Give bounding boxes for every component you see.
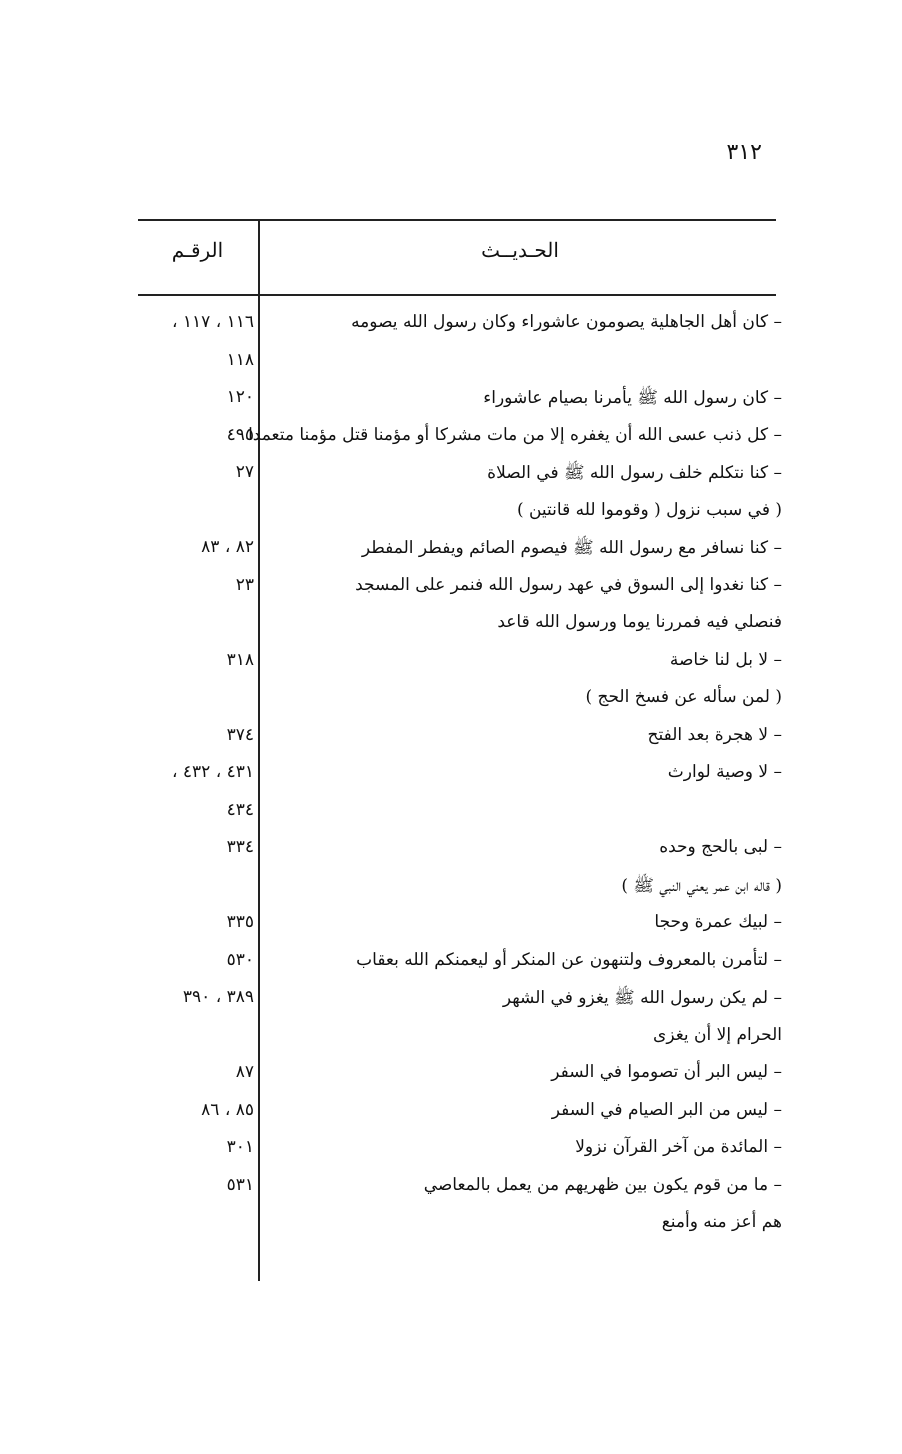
- page-number: ٣١٢: [726, 140, 762, 165]
- table-row: [0, 421, 902, 459]
- reference-number: ٨٧: [235, 1062, 254, 1082]
- hadith-text: – ليس من البر الصيام في السفر: [551, 1099, 782, 1120]
- hadith-index-table: [0, 308, 902, 1246]
- table-row: [0, 346, 902, 384]
- table-row: [0, 458, 902, 496]
- hadith-text: فنصلي فيه فمررنا يوما ورسول الله قاعد: [497, 612, 782, 632]
- reference-number: ٤٣١ ، ٤٣٢ ،: [172, 762, 254, 782]
- table-row: [0, 1096, 902, 1134]
- reference-number: ٥٣٠: [226, 949, 254, 970]
- reference-number: ٣٠١: [226, 1137, 254, 1157]
- hadith-text: ( في سبب نزول ( وقوموا لله قانتين ): [516, 499, 782, 520]
- hadith-text: الحرام إلا أن يغزى: [653, 1024, 782, 1045]
- hadith-text: هم أعز منه وأمنع: [661, 1212, 782, 1232]
- reference-number: ٣٧٤: [226, 724, 254, 745]
- hadith-text: ( قاله ابن عمر يعني النبي ﷺ ): [621, 875, 782, 896]
- hadith-text: – لبيك عمرة وحجا: [654, 912, 782, 932]
- reference-number: ٣١٨: [226, 649, 254, 670]
- hadith-text: – لا هجرة بعد الفتح: [647, 724, 782, 745]
- table-row: [0, 796, 902, 834]
- table-row: [0, 758, 902, 796]
- table-row: [0, 833, 902, 871]
- table-row: [0, 1208, 902, 1246]
- reference-number: ٢٧: [235, 462, 254, 482]
- hadith-text: – ما من قوم يكون بين ظهريهم من يعمل بالمعاصي: [423, 1174, 782, 1195]
- hadith-text: – المائدة من آخر القرآن نزولا: [575, 1137, 782, 1157]
- hadith-text: – كل ذنب عسى الله أن يغفره إلا من مات مشركا أو مؤمنا قتل مؤمنا متعمدا: [248, 424, 782, 445]
- table-row: [0, 533, 902, 571]
- hadith-text: ( لمن سأله عن فسخ الحج ): [585, 687, 782, 707]
- reference-number: ٤٣٤: [226, 799, 254, 820]
- hadith-text: – كان رسول الله ﷺ يأمرنا بصيام عاشوراء: [483, 388, 782, 408]
- hadith-text: – كنا نغدوا إلى السوق في عهد رسول الله فنمر على المسجد: [355, 574, 782, 595]
- reference-number: ٨٥ ، ٨٦: [201, 1099, 254, 1120]
- table-row: [0, 908, 902, 946]
- table-row: [0, 871, 902, 909]
- table-top-rule: [138, 219, 776, 221]
- reference-number: ١٢٠: [226, 387, 254, 407]
- table-row: [0, 1171, 902, 1209]
- table-row: [0, 646, 902, 684]
- table-row: [0, 383, 902, 421]
- hadith-text: – ليس البر أن تصوموا في السفر: [551, 1062, 782, 1082]
- table-row: [0, 496, 902, 534]
- hadith-text: – لا بل لنا خاصة: [669, 649, 782, 670]
- table-row: [0, 1058, 902, 1096]
- table-row: [0, 308, 902, 346]
- table-row: [0, 608, 902, 646]
- column-header-hadith: الحـديــث: [481, 238, 559, 262]
- table-row: [0, 1133, 902, 1171]
- hadith-text: – لا وصية لوارث: [667, 762, 782, 782]
- reference-number: ٣٨٩ ، ٣٩٠: [182, 987, 254, 1007]
- table-row: [0, 983, 902, 1021]
- table-row: [0, 721, 902, 759]
- reference-number: ٣٣٥: [226, 912, 254, 932]
- column-header-number: الرقـم: [171, 238, 224, 262]
- table-row: [0, 571, 902, 609]
- table-header-rule: [138, 294, 776, 296]
- hadith-text: – كان أهل الجاهلية يصومون عاشوراء وكان رسول الله يصومه: [351, 312, 782, 332]
- reference-number: ٤٩٥: [226, 424, 254, 445]
- reference-number: ١١٦ ، ١١٧ ،: [172, 312, 254, 332]
- reference-number: ١١٨: [226, 349, 254, 370]
- reference-number: ٥٣١: [226, 1174, 254, 1195]
- table-row: [0, 946, 902, 984]
- hadith-text: – كنا نتكلم خلف رسول الله ﷺ في الصلاة: [487, 463, 782, 483]
- table-row: [0, 683, 902, 721]
- hadith-text: – لتأمرن بالمعروف ولتنهون عن المنكر أو ليعمنكم الله بعقاب: [356, 949, 782, 970]
- reference-number: ٢٣: [235, 574, 254, 595]
- reference-number: ٣٣٤: [226, 837, 254, 857]
- hadith-text: – لم يكن رسول الله ﷺ يغزو في الشهر: [502, 988, 782, 1008]
- hadith-text: – لبى بالحج وحده: [659, 837, 782, 857]
- hadith-text: – كنا نسافر مع رسول الله ﷺ فيصوم الصائم ويفطر المفطر: [361, 538, 782, 558]
- reference-number: ٨٢ ، ٨٣: [201, 537, 254, 557]
- table-row: [0, 1021, 902, 1059]
